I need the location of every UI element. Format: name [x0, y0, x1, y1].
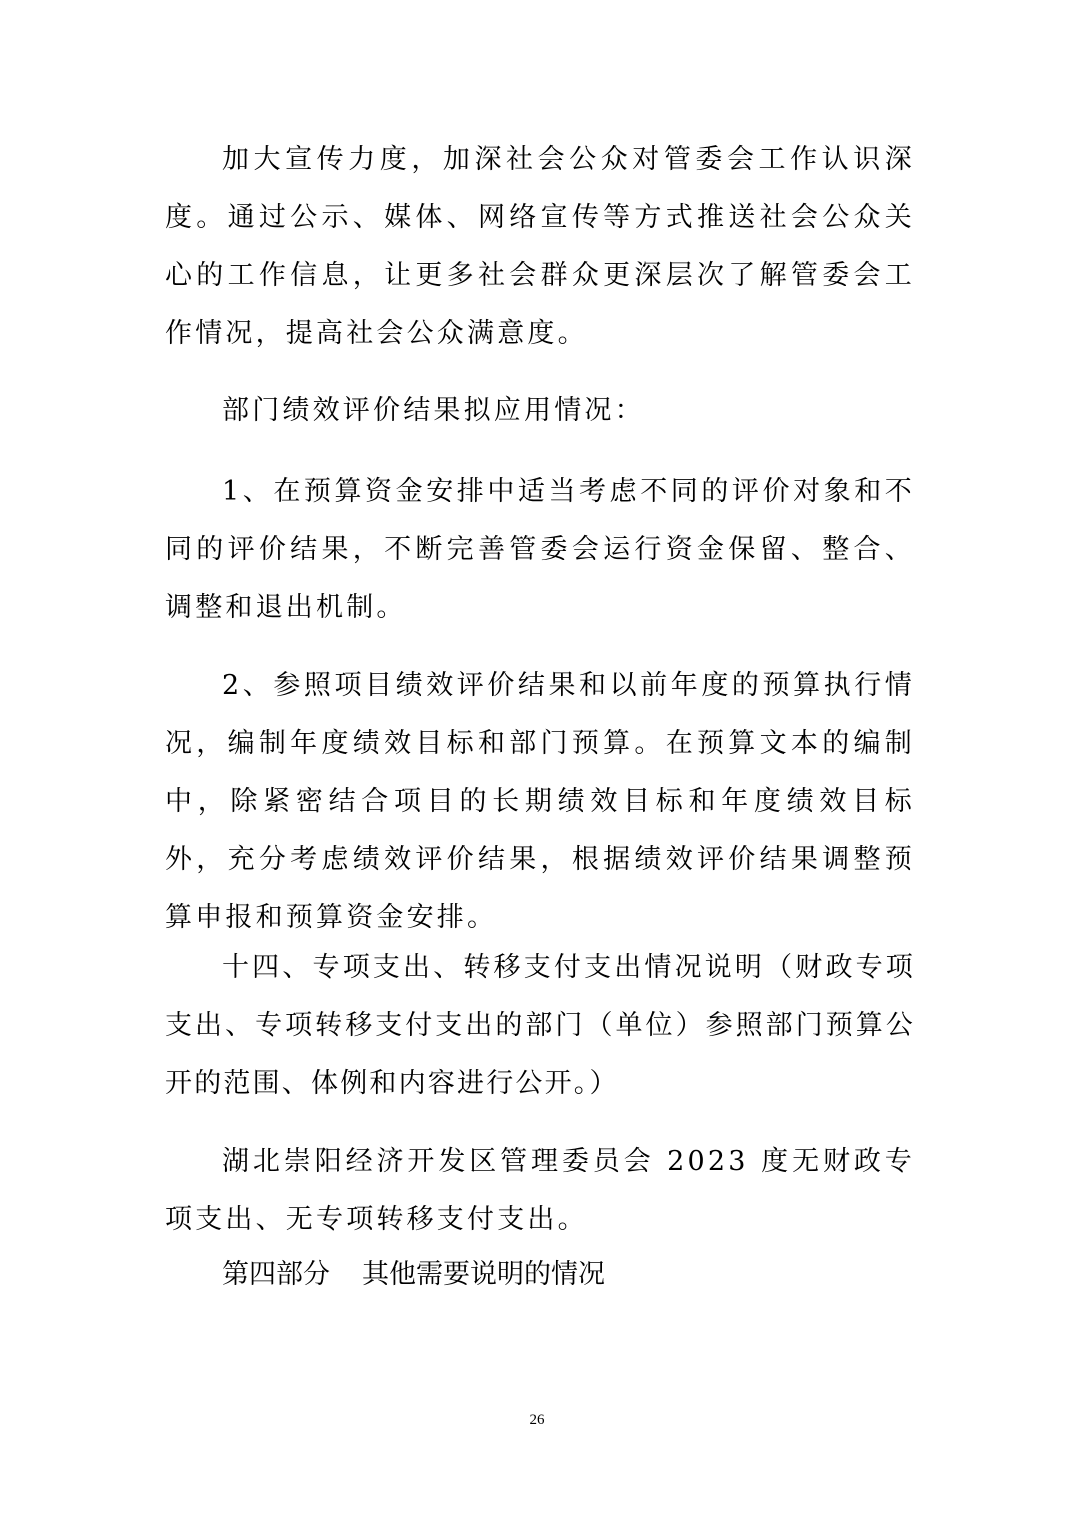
- section-14-heading: 十四、专项支出、转移支付支出情况说明（财政专项支出、专项转移支付支出的部门（单位）参照部门预算公开的范围、体例和内容进行公开。）: [165, 952, 915, 1099]
- part-four-heading: [222, 1255, 605, 1295]
- paragraph-item-2: 2、参照项目绩效评价结果和以前年度的预算执行情况，编制年度绩效目标和部门预算。在预算文本的编制中，除紧密结合项目的长期绩效目标和年度绩效目标外，充分考虑绩效评价结果，根据绩效评价结果调整预算申报和预算资金安排。: [165, 670, 915, 933]
- part-four-label: 第四部分: [222, 1259, 330, 1290]
- part-four-title: 其他需要说明的情况: [362, 1259, 605, 1290]
- paragraph-application-intro: 部门绩效评价结果拟应用情况：: [222, 395, 645, 426]
- section-14-body: 湖北崇阳经济开发区管理委员会 2023 度无财政专项支出、无专项转移支付支出。: [165, 1146, 915, 1235]
- paragraph-publicity: 加大宣传力度，加深社会公众对管委会工作认识深度。通过公示、媒体、网络宣传等方式推送社会公众关心的工作信息，让更多社会群众更深层次了解管委会工作情况，提高社会公众满意度。: [165, 144, 915, 349]
- page-number: 26: [529, 1412, 545, 1428]
- paragraph-item-1: 1、在预算资金安排中适当考虑不同的评价对象和不同的评价结果，不断完善管委会运行资金保留、整合、调整和退出机制。: [165, 476, 915, 623]
